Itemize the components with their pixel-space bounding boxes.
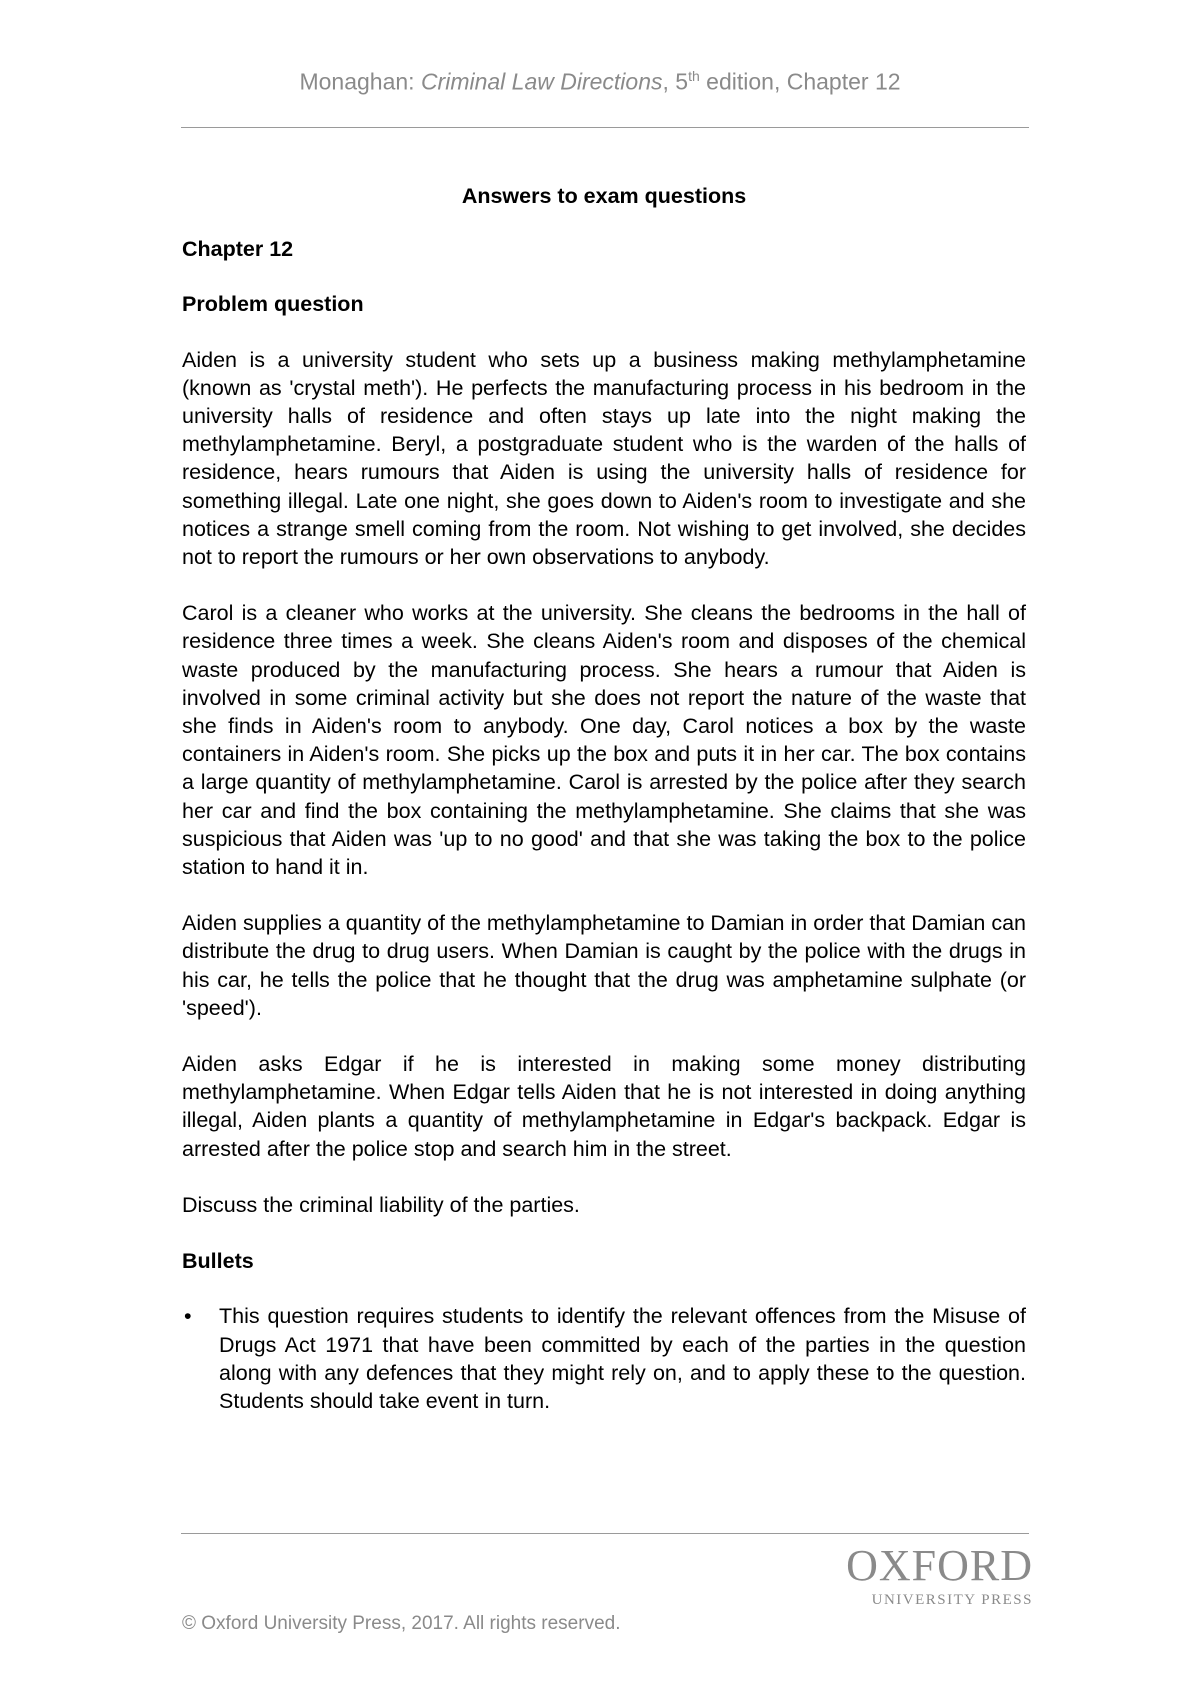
bullet-text: This question requires students to identify the relevant offences from the Misuse of Drugs Act 1971 that have been committed by each of the parties in the question along with any defences that they might rely on, and to apply these to the question. Students should take event in turn. [219, 1304, 1026, 1413]
problem-question-heading: Problem question [182, 292, 364, 317]
header-author: Monaghan: [299, 68, 421, 95]
bullet-marker: • [184, 1304, 192, 1329]
header-chapter: edition, Chapter 12 [699, 68, 901, 95]
paragraph: Aiden supplies a quantity of the methylamphetamine to Damian in order that Damian can distribute the drug to drug users. When Damian is caught by the police with the drugs in his car, he tells the police that he thought that the drug was amphetamine sulphate (or 'speed'). [182, 911, 1026, 1020]
paragraph: Discuss the criminal liability of the parties. [182, 1192, 580, 1217]
logo-subtitle: UNIVERSITY PRESS [871, 1592, 1033, 1608]
logo-name: OXFORD [846, 1541, 1033, 1590]
paragraph: Carol is a cleaner who works at the university. She cleans the bedrooms in the hall of residence three times a week. She cleans Aiden's room and disposes of the chemical waste produced by the manufacturing process. She hears a rumour that Aiden is involved in some criminal activity but she does not report the nature of the waste that she finds in Aiden's room to anybody. One day, Carol notices a box by the waste containers in Aiden's room. She picks up the box and puts it in her car. The box contains a large quantity of methylamphetamine. Carol is arrested by the police after they search her car and find the box containing the methylamphetamine. She claims that she was suspicious that Aiden was 'up to no good' and that she was taking the box to the police station to hand it in. [182, 601, 1026, 880]
header-divider [181, 127, 1029, 128]
paragraph: Aiden asks Edgar if he is interested in making some money distributing methylamphetamine. When Edgar tells Aiden that he is not interested in doing anything illegal, Aiden plants a quantity of methylamphetamine in Edgar's backpack. Edgar is arrested after the police stop and search him in the street. [182, 1052, 1026, 1161]
chapter-heading: Chapter 12 [182, 237, 294, 262]
bullets-heading: Bullets [182, 1249, 254, 1274]
header-edition-suffix: th [688, 68, 700, 84]
list-item [182, 1302, 1026, 1415]
page-body [182, 182, 1026, 1415]
page-title: Answers to exam questions [461, 184, 747, 208]
bullet-list [182, 1302, 1026, 1415]
header-book-title: Criminal Law Directions [420, 68, 663, 95]
header-edition: , 5 [662, 68, 689, 95]
footer-divider [181, 1533, 1029, 1534]
running-header [0, 68, 1200, 96]
copyright-notice: © Oxford University Press, 2017. All rights reserved. [182, 1613, 621, 1634]
paragraph: Aiden is a university student who sets up a business making methylamphetamine (known as 'crystal meth'). He perfects the manufacturing process in his bedroom in the university halls of residence and often stays up late into the night making the methylamphetamine. Beryl, a postgraduate student who is the warden of the halls of residence, hears rumours that Aiden is using the university halls of residence for something illegal. Late one night, she goes down to Aiden's room to investigate and she notices a strange smell coming from the room. Not wishing to get involved, she decides not to report the rumours or her own observations to anybody. [182, 347, 1026, 570]
oxford-logo [823, 1542, 1033, 1610]
